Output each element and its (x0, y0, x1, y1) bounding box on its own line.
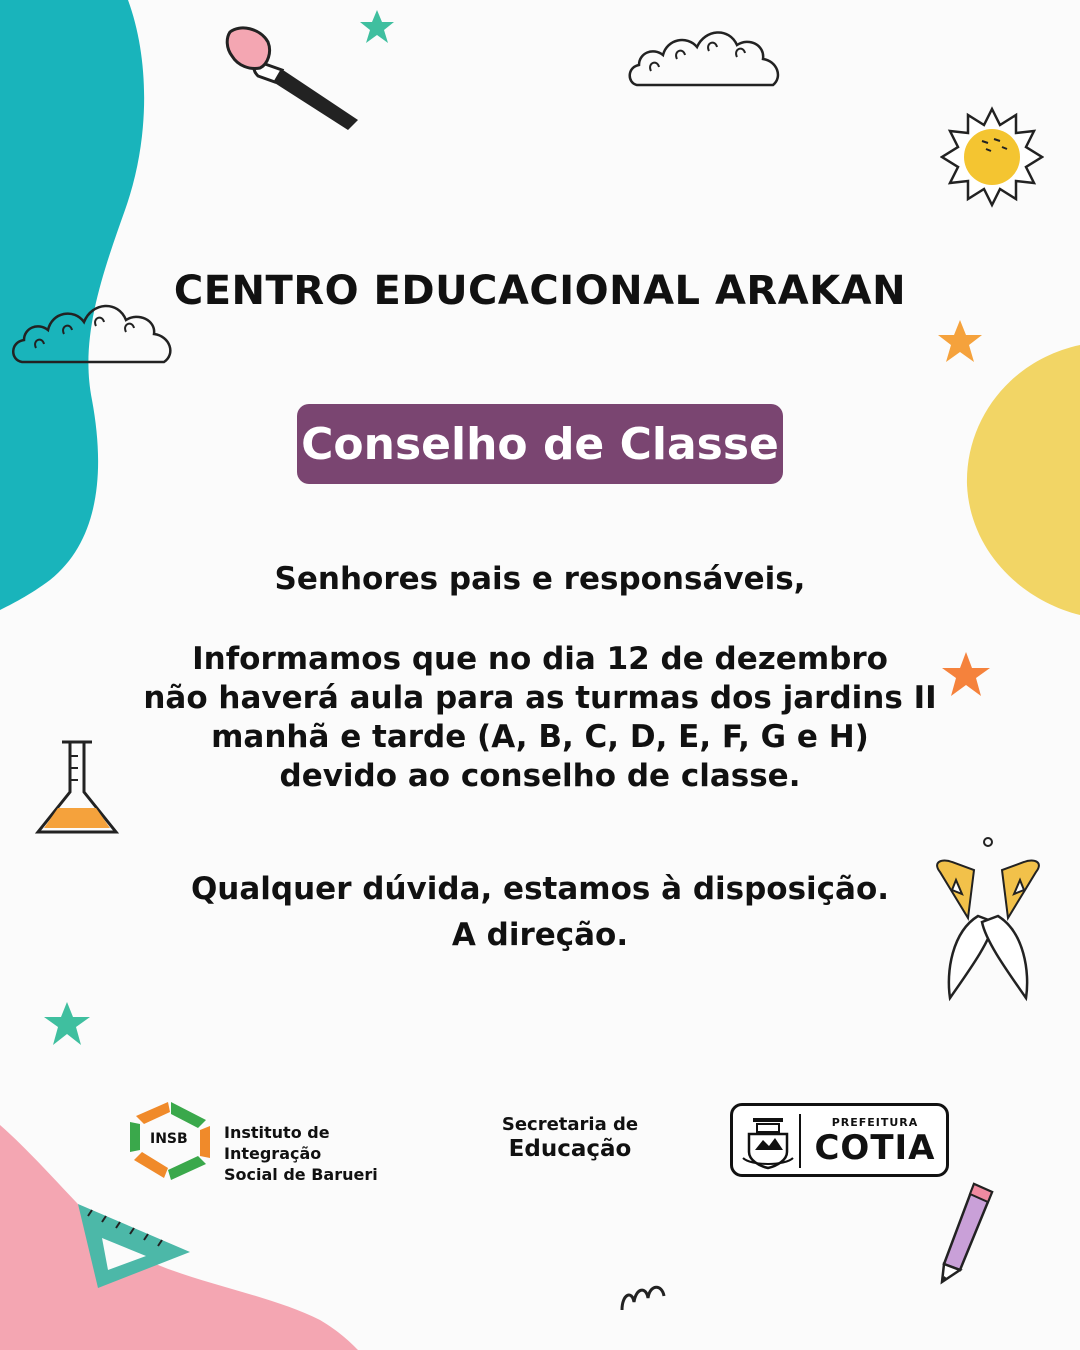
badge-label: Conselho de Classe (301, 418, 779, 470)
body-line: Informamos que no dia 12 de dezembro (192, 641, 888, 677)
cotia-name: COTIA (814, 1128, 936, 1168)
star-icon (936, 318, 984, 366)
body-line: devido ao conselho de classe. (279, 758, 801, 794)
star-icon (42, 1000, 92, 1048)
pencil-icon (930, 1178, 1000, 1288)
star-icon (358, 8, 396, 46)
triangle-ruler-icon (72, 1198, 196, 1294)
crest-icon (741, 1112, 795, 1170)
school-name: CENTRO EDUCACIONAL ARAKAN (173, 268, 907, 314)
squiggle-icon (616, 1276, 672, 1318)
signature: A direção. (451, 917, 629, 953)
insb-name (224, 1122, 428, 1185)
insb-logo (128, 1098, 428, 1182)
secretaria-line: Secretaria de (501, 1114, 639, 1135)
closing-line: Qualquer dúvida, estamos à disposição. (190, 871, 890, 907)
body-line: manhã e tarde (A, B, C, D, E, F, G e H) (211, 719, 869, 755)
greeting: Senhores pais e responsáveis, (274, 561, 806, 597)
insb-line: Social de Barueri (224, 1165, 378, 1184)
message-body (60, 640, 1020, 796)
secretaria-logo (490, 1114, 650, 1162)
sun-icon (940, 105, 1044, 209)
closing (60, 866, 1020, 958)
insb-line: Instituto de Integração (224, 1123, 330, 1163)
cotia-logo (730, 1103, 949, 1177)
cotia-divider (799, 1114, 801, 1168)
meeting-badge (297, 404, 783, 484)
body-line: não haverá aula para as turmas dos jardins II (143, 680, 937, 716)
cotia-prefeitura: PREFEITURA (831, 1116, 919, 1129)
insb-mark: INSB (150, 1131, 188, 1147)
cloud-icon (625, 15, 790, 95)
secretaria-line: Educação (508, 1136, 632, 1162)
paintbrush-icon (220, 20, 380, 140)
